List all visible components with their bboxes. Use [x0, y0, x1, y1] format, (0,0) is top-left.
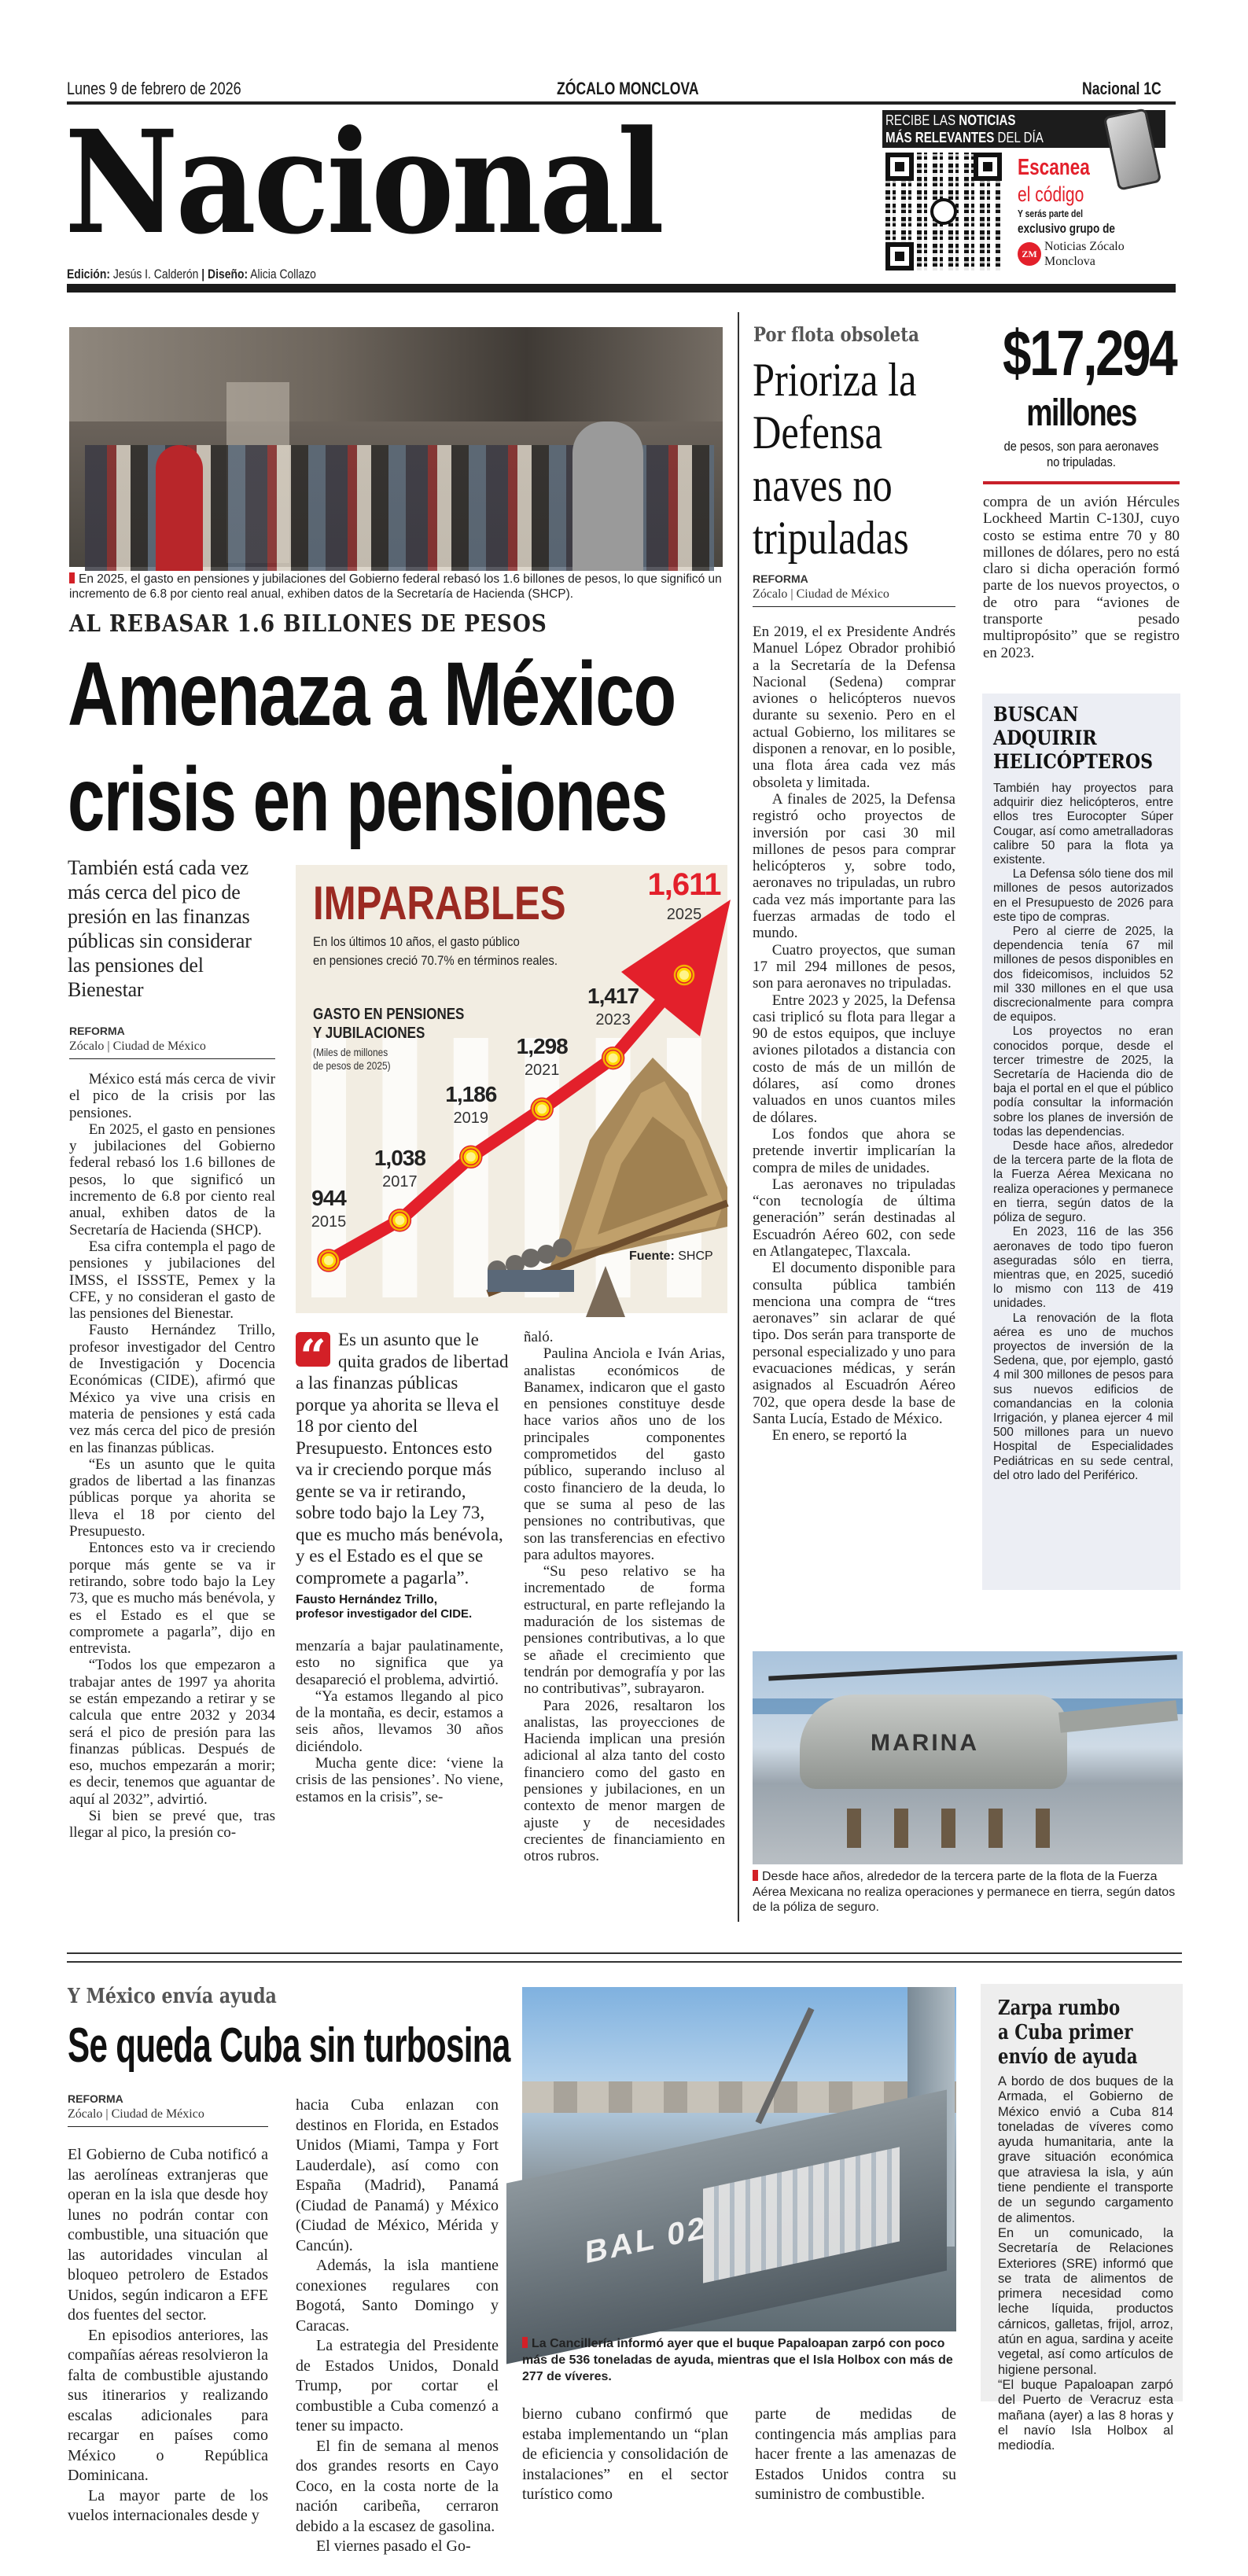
- subtitle-line: en pensiones creció 70.7% en términos reales.: [313, 953, 558, 968]
- paper-name: ZÓCALO MONCLOVA: [557, 79, 699, 98]
- quote-block: [296, 1329, 510, 1588]
- paragraph: Fausto Hernández Trillo, profesor investigador del Centro de Investigación y Docencia Económicas (CIDE), afirmó que México ya vive una crisis en materia de pensiones y está cada vez más cerca del pico de presión en las finanzas públicas.: [69, 1322, 275, 1456]
- pension-kicker: [69, 610, 613, 638]
- paragraph: Cuatro proyectos, que suman 17 mil 294 millones de pesos, son para aeronaves no tripuladas.: [753, 941, 955, 992]
- byline-location: Zócalo | Ciudad de México: [753, 587, 889, 601]
- data-point: [324, 1256, 333, 1265]
- units-line: de pesos de 2025): [313, 1059, 391, 1072]
- folio-date: [67, 79, 279, 99]
- infographic-title: [313, 876, 621, 931]
- paragraph: A finales de 2025, la Defensa registró ocho proyectos de inversión por casi 30 mil millones de pesos para comprar helicópteros y, sobre todo, aeronaves no tripuladas, un rubro cada vez más importante para las fuerzas armadas de todo el mundo.: [753, 790, 955, 942]
- data-point: [609, 1054, 618, 1063]
- cuba-body-col-4: [755, 2405, 956, 2507]
- rotor-blade: [768, 1654, 1177, 1680]
- helicopter-photo-caption: [753, 1869, 1181, 1915]
- caption-marker: [753, 1870, 758, 1881]
- paragraph: menzaría a bajar paulatinamente, esto no significa que ya desapareció el problema, advirtió.: [296, 1638, 503, 1688]
- sidebar-title: [993, 703, 1173, 774]
- headline-line: Defensa: [753, 407, 883, 458]
- paragraph: En enero, se reportó la: [771, 1427, 907, 1444]
- section-title: [64, 101, 743, 266]
- chart-label: [313, 1005, 491, 1043]
- credits-label: Edición:: [67, 267, 110, 282]
- data-value-label: 1,417: [587, 983, 639, 1008]
- paragraph: parte de medidas de contingencia más amplias para hacer frente a las amenazas de Estados Unidos contra su suministro de combustible.: [755, 2405, 956, 2503]
- pension-body-col-3: [524, 1329, 725, 1891]
- paragraph: Mucha gente dice: ‘viene la crisis de las pensiones’. No viene, estamos en la crisis”, se-: [296, 1755, 503, 1805]
- data-value-label: 944: [311, 1186, 346, 1211]
- headline-line: Amenaza a México: [68, 644, 676, 745]
- chart-label-line: Y JUBILACIONES: [313, 1025, 425, 1042]
- paragraph: bierno cubano confirmó que estaba implementando un “plan de eficiencia y consolidación de instalaciones” en el sector turístico como: [522, 2405, 728, 2503]
- sidebar-title-line: Zarpa rumbo: [998, 1996, 1121, 2020]
- stat-unit: millones: [1026, 392, 1136, 434]
- pension-photo-caption: [69, 572, 723, 602]
- date-text: Lunes 9 de febrero de 2026: [67, 79, 241, 98]
- infographic-subtitle: [313, 933, 591, 970]
- section-title-text: Nacional: [64, 100, 662, 266]
- cuba-kicker: [68, 1984, 314, 2009]
- promo-text: exclusivo grupo de: [1018, 221, 1115, 236]
- year-label: 2025: [666, 905, 702, 923]
- cuba-body-col-2: [296, 2096, 499, 2555]
- kicker-text: Por flota obsoleta: [753, 323, 919, 346]
- byline-org: REFORMA: [69, 1025, 125, 1037]
- byline-location: Zócalo | Ciudad de México: [68, 2107, 204, 2121]
- caption-marker: [522, 2337, 528, 2348]
- promo-text: DEL DÍA: [994, 130, 1044, 145]
- quote-author-role: profesor investigador del CIDE.: [296, 1607, 473, 1621]
- headline-line: tripuladas: [753, 512, 909, 564]
- sidebar-title-line: BUSCAN: [993, 703, 1079, 726]
- sidebar-title-line: a Cuba primer: [998, 2021, 1133, 2044]
- helicopter-photo: [753, 1651, 1183, 1864]
- year-label: 2021: [524, 1062, 560, 1080]
- section-rule: [67, 1952, 1182, 1954]
- promo-text: el código: [1018, 182, 1084, 206]
- chart-label-line: GASTO EN PENSIONES: [313, 1006, 465, 1023]
- logo-letters: ZM: [1022, 248, 1037, 259]
- paragraph: También hay proyectos para adquirir diez helicópteros, entre ellos tres Eurocopter Súper Cougar, así como ametralladoras calibre 50 para la flota ya existente.: [993, 782, 1173, 867]
- title-text: IMPARABLES: [313, 877, 566, 929]
- data-value-label: 1,186: [445, 1082, 497, 1107]
- paragraph: Esa cifra contempla el pago de pensiones y jubilaciones del IMSS, el ISSSTE, Pemex y la CFE, y no consideran el gasto de las pensiones del Bienestar.: [69, 1238, 275, 1323]
- source-text: SHCP: [678, 1249, 713, 1263]
- source-label: Fuente:: [629, 1249, 675, 1263]
- promo-text: MÁS RELEVANTES: [885, 130, 995, 145]
- cuba-body-col-1: [68, 2145, 268, 2524]
- stat-value: $17,294: [1003, 318, 1176, 389]
- section-rule: [67, 1961, 1182, 1963]
- promo-sub: [1018, 208, 1099, 220]
- paragraph: El documento disponible para consulta pública también menciona una compra de “tres aeronaves” sin aclarar de qué tipo. Dos serán para transporte de personal especializado y uno para evacuaciones médicas, y serán asignados al Escuadrón Aéreo 702, que opera desde la base de Santa Lucía, Estado de México.: [753, 1260, 955, 1427]
- data-point: [679, 970, 689, 980]
- paragraph: En un comunicado, la Secretaría de Relaciones Exteriores (SRE) informó que se trata de alimentos de primera necesidad como leche líquida, productos cárnicos, galletas, frijol, arroz, atún en agua, sardina y aceite vegetal, así como artículos de higiene personal.: [998, 2225, 1173, 2377]
- paragraph: “Es un asunto que le quita grados de libertad a las finanzas públicas porque ya ahorita se lleva el 18 por ciento del Presupuesto.: [69, 1455, 275, 1540]
- sidebar-title-line: ADQUIRIR: [993, 727, 1097, 749]
- sidebar-title: [998, 1996, 1173, 2070]
- headline-line: crisis en pensiones: [68, 749, 667, 850]
- drones-kicker: [753, 323, 948, 347]
- paragraph: Además, la isla mantiene conexiones regulares con Bogotá, Santo Domingo y Caracas.: [296, 2257, 499, 2335]
- drones-byline: [753, 572, 955, 607]
- paragraph: El Gobierno de Cuba notificó a las aerolíneas extranjeras que operan en la isla que desde hoy lunes no podrán contar con combustible, una situación que las autoridades vinculan al bloqueo petrolero de Estados Unidos, según indicaron a EFE dos fuentes del sector.: [68, 2146, 268, 2324]
- cuba-byline: [68, 2092, 268, 2127]
- paragraph: “El buque Papaloapan zarpó del Puerto de Veracruz esta mañana (ayer) a las 8 horas y el navío Isla Holbox al mediodía.: [998, 2377, 1173, 2453]
- paragraph: En 2023, 116 de las 356 aeronaves de todo tipo fueron aseguradas sólo en tierra, mientras que, en 2025, sucedió lo mismo con 113 de 419 unidades.: [993, 1225, 1173, 1311]
- qr-finder: [885, 242, 914, 270]
- pension-body-col-1: [69, 1071, 275, 1889]
- sidebar-title-line: HELICÓPTEROS: [993, 750, 1154, 773]
- paragraph: En episodios anteriores, las compañías aéreas resolvieron la falta de combustible ajustando sus itinerarios y realizando escalas adicionales para recargar en países como México o República Dominicana.: [68, 2326, 268, 2484]
- year-label: 2019: [453, 1110, 489, 1128]
- page-number: Nacional 1C: [1082, 79, 1161, 98]
- drones-stat: [983, 316, 1180, 470]
- promo-code-text: [1018, 182, 1103, 207]
- helicopters-sidebar: [982, 694, 1180, 1590]
- promo-sub: [1018, 221, 1139, 237]
- caption-marker: [69, 572, 75, 583]
- units-line: (Miles de millones: [313, 1046, 388, 1058]
- paragraph: Pero al cierre de 2025, la dependencia tenía 67 mil millones de pesos disponibles en dos fideicomisos, incluidos 52 mil 330 millones en el que usa discrecionalmente para compra de equipos.: [993, 925, 1173, 1025]
- drones-body-col-2: [983, 494, 1180, 679]
- paragraph: La mayor parte de los vuelos internacionales desde y: [68, 2486, 268, 2524]
- paragraph: México está más cerca de vivir el pico de la crisis por las pensiones.: [69, 1071, 275, 1121]
- paragraph: En 2019, el ex Presidente Andrés Manuel López Obrador prohibió a la Secretaría de la Defensa Nacional (Sedena) comprar aviones o helicópteros nuevos durante su sexenio. Pero en el actual Gobierno, los militares se disponen a renovar, en lo posible, una flota área cada vez más obsoleta y limitada.: [753, 624, 955, 791]
- designer-name: Alicia Collazo: [250, 267, 316, 282]
- data-value-label: 1,611: [647, 867, 721, 902]
- paragraph: Los fondos que ahora se pretende invertir implicarían la compra de miles de unidades.: [753, 1125, 955, 1176]
- paragraph: Paulina Anciola e Iván Arias, analistas económicos de Banamex, indicaron que el gasto en pensiones constituye desde hace varios años uno de los principales componentes comprometidos del gasto público, superando incluso al costo financiero de la deuda, lo que se suma al peso de las pensiones no contributivas, que son las transferencias en efectivo para adultos mayores.: [524, 1345, 725, 1563]
- data-point: [395, 1216, 404, 1225]
- paragraph: hacia Cuba enlazan con destinos en Florida, en Estados Unidos (Miami, Tampa y Fort Lauderdale), así como con España (Madrid), Panamá (Ciudad de Panamá) y México (Ciudad de México, Mérida y Cancún).: [296, 2096, 499, 2254]
- stat-text: de pesos, son para aeronaves no tripuladas.: [1003, 439, 1159, 469]
- quote-icon: “: [296, 1332, 330, 1367]
- promo-text: Escanea: [1018, 155, 1090, 180]
- paragraph: ñaló.: [524, 1329, 554, 1345]
- paragraph: Los proyectos no eran conocidos porque, desde el tercer trimestre de 2025, la Secretaría de Hacienda dio de baja el portal en el que el público podía consultar la información sobre los planes de inversión de todas las dependencias.: [993, 1025, 1173, 1139]
- brand-name: [1044, 239, 1125, 269]
- year-label: 2023: [595, 1010, 631, 1029]
- paragraph: “Su peso relativo se ha incrementado de forma estructural, en parte reflejando la maduración de los sistemas de pensiones contributivas, a lo que se añade el crecimiento que tendrán por demografía y por las no contributivas”, subrayaron.: [524, 1563, 725, 1698]
- editor-name: Jesús I. Calderón: [112, 267, 199, 282]
- paragraph: La renovación de la flota aérea es uno de muchos proyectos de inversión de la Sedena, que, por ejemplo, gastó 4 mil 300 millones de pesos para sus nuevos edificios de comandancias en la colonia Irrigación, y planea ejercer 4 mil 500 millones para un nuevo Hospital de Especialidades Pediátricas en su sede central, del otro lado del Periférico.: [993, 1311, 1173, 1482]
- paragraph: compra de un avión Hércules Lockheed Martin C-130J, cuyo costo se estima entre 70 y 80 millones de dólares, pero no está claro si dicha operación formó parte de los nuevos proyectos, o de otro para “aviones de transporte pesado multipropósito” que se registro en 2023.: [983, 494, 1180, 661]
- paragraph: Las aeronaves no tripuladas “con tecnología de última generación” serán destinadas al Escuadrón Aéreo 602, con sede en Atlangatepec, Tlaxcala.: [753, 1176, 955, 1260]
- masthead-bar: [67, 284, 1176, 293]
- paragraph: “Todos los que empezaron a trabajar antes de 1997 ya ahorita se están empezando a retirar y se calcula que entre 2032 y 2034 será el pico de presión para las finanzas públicas. Después de eso, muchos empezarán a morir; es decir, tenemos que aguantar de aquí al 2032”, advirtió.: [69, 1657, 275, 1808]
- pension-byline: [69, 1024, 275, 1059]
- promo-text: Y serás parte del: [1018, 208, 1084, 219]
- whatsapp-promo-ad: [882, 110, 1176, 273]
- ship-hull-marking: BAL 02: [585, 2210, 708, 2271]
- paragraph: El viernes pasado el Go-: [316, 2537, 471, 2555]
- byline-org: REFORMA: [753, 572, 808, 585]
- qr-code: [885, 153, 1002, 270]
- aid-sidebar: [981, 1984, 1183, 2453]
- pension-pull-quote: [296, 1329, 510, 1621]
- whatsapp-icon: [930, 198, 957, 225]
- zocalo-logo: [1018, 242, 1041, 266]
- data-value-label: 1,298: [516, 1034, 568, 1059]
- folio-paper-name: [557, 79, 734, 99]
- ship-photo: [522, 1987, 956, 2331]
- pension-infographic: [291, 857, 731, 1329]
- year-label: 2017: [382, 1172, 418, 1190]
- sidebar-body: [998, 2074, 1173, 2453]
- credits: Edición: Jesús I. Calderón | Diseño: Alicia Collazo: [67, 267, 316, 282]
- paragraph: Para 2026, resaltaron los analistas, las proyecciones de Hacienda implican una presión adicional al alza tanto del costo financiero como del gasto en pensiones y jubilaciones, en un contexto de menor margen de ajuste y de necesidades crecientes de financiamiento en otros rubros.: [524, 1697, 725, 1865]
- headline-line: naves no: [753, 459, 893, 511]
- pension-deck: También está cada vez más cerca del pico de presión en las finanzas públicas sin considerar las pensiones del Bienestar: [68, 856, 252, 1001]
- promo-text: RECIBE LAS: [885, 112, 959, 128]
- kicker-text: AL REBASAR 1.6 BILLONES DE PESOS: [69, 610, 547, 638]
- paragraph: El fin de semana al menos dos grandes resorts en Cayo Coco, en la costa norte de la nación caribeña, cerraron debido a la escasez de gasolina.: [296, 2437, 499, 2535]
- folio-page: [1082, 79, 1181, 99]
- chart-units: [313, 1046, 404, 1073]
- quote-text: Es un asunto que le quita grados de libertad a las finanzas públicas porque ya ahorita se lleva el 18 por ciento del Presupuesto. Entonces esto va ir creciendo porque más gente se va ir retirando, sobre todo bajo la Ley 73, que es mucho más benévola, y es el Estado es el que se compromete a pagarla”.: [296, 1330, 509, 1588]
- ship-photo-caption: [522, 2335, 956, 2385]
- caption-text: Desde hace años, alrededor de la tercera parte de la flota de la Fuerza Aérea Mexicana no realiza operaciones y permanece en tierra, según datos de la póliza de seguro.: [753, 1870, 1176, 1914]
- chart-source: [629, 1249, 713, 1264]
- paragraph: Si bien se prevé que, tras llegar al pico, la presión co-: [69, 1808, 275, 1842]
- caption-text: En 2025, el gasto en pensiones y jubilaciones del Gobierno federal rebasó los 1.6 billones de pesos, lo que significó un incremento de 6.8 por ciento real anual, exhiben datos de la Secretaría de Hacienda (SHCP).: [69, 572, 722, 601]
- paragraph: La estrategia del Presidente de Estados Unidos, Donald Trump, por cortar el combustible a Cuba comenzó a tener su impacto.: [296, 2337, 499, 2434]
- data-point: [466, 1152, 476, 1161]
- paragraph: En 2025, el gasto en pensiones y jubilaciones del Gobierno federal rebasó los 1.6 billones de pesos, lo que significó un incremento de 6.8 por ciento real anual, exhiben datos de la Secretaría de Hacienda (SHCP).: [69, 1121, 275, 1238]
- paragraph: Desde hace años, alrededor de la tercera parte de la flota de la Fuerza Aérea Mexicana no realiza operaciones y permanece en tierra, según datos de la póliza de seguro.: [993, 1139, 1173, 1225]
- cuba-body-col-3: [522, 2405, 728, 2507]
- promo-scan-text: [1018, 154, 1110, 181]
- caption-text: La Cancillería informó ayer que el buque Papaloapan zarpó con poco más de 536 toneladas de ayuda, mientras que el Isla Holbox con más de 277 de víveres.: [522, 2337, 953, 2383]
- drones-headline: [753, 354, 948, 565]
- qr-finder: [885, 153, 914, 181]
- pension-line-photo: [69, 327, 723, 567]
- byline-location: Zócalo | Ciudad de México: [69, 1040, 206, 1053]
- qr-finder: [974, 153, 1002, 181]
- data-value-label: 1,038: [374, 1145, 425, 1170]
- promo-text: NOTICIAS: [959, 112, 1016, 128]
- byline-org: REFORMA: [68, 2092, 123, 2105]
- sidebar-body: [993, 782, 1173, 1584]
- pension-body-col-2: [296, 1638, 503, 1890]
- quote-author: Fausto Hernández Trillo,: [296, 1593, 437, 1606]
- sidebar-title-line: envío de ayuda: [998, 2045, 1138, 2069]
- kicker-text: Y México envía ayuda: [68, 1985, 277, 2008]
- data-point: [537, 1104, 547, 1113]
- stat-red-rule: [983, 481, 1180, 484]
- brand-line: Noticias Zócalo: [1044, 240, 1125, 253]
- headline-line: Prioriza la: [753, 354, 917, 406]
- paragraph: Entre 2023 y 2025, la Defensa casi triplicó su flota para llegar a 90 de estos equipos, que incluye aviones pilotados a distancia con costo de más de un millón de dólares, así como drones valuados en unos cuantos miles de dólares.: [753, 992, 955, 1126]
- credits-label: Diseño:: [208, 267, 248, 282]
- brand-line: Monclova: [1044, 255, 1095, 268]
- paragraph: “Ya estamos llegando al pico de la montaña, es decir, estamos a seis años, llevamos 30 años diciéndolo.: [296, 1687, 503, 1755]
- paragraph: A bordo de dos buques de la Armada, el Gobierno de México envió a Cuba 814 toneladas de víveres como ayuda humanitaria, ante la grave situación económica que atraviesa la isla, y aún tiene pendiente el transporte de un segundo cargamento de alimentos.: [998, 2074, 1173, 2225]
- section-divider-vertical: [738, 312, 739, 1922]
- drones-body-col-1: [753, 624, 955, 1646]
- year-label: 2015: [311, 1213, 347, 1231]
- paragraph: Entonces esto va ir creciendo porque más gente se va ir retirando, sobre todo bajo la Ley 73, que es mucho más benévola, y es el Estado es el que se compromete a pagarla”, dijo en entrevista.: [69, 1540, 275, 1658]
- paragraph: La Defensa sólo tiene dos mil millones de pesos autorizados en el Presupuesto de 2026 para este tipo de compras.: [993, 867, 1173, 924]
- subtitle-line: En los últimos 10 años, el gasto público: [313, 934, 520, 949]
- headline-text: Se queda Cuba sin turbosina: [68, 2018, 510, 2073]
- helicopter-marking: MARINA: [871, 1730, 979, 1756]
